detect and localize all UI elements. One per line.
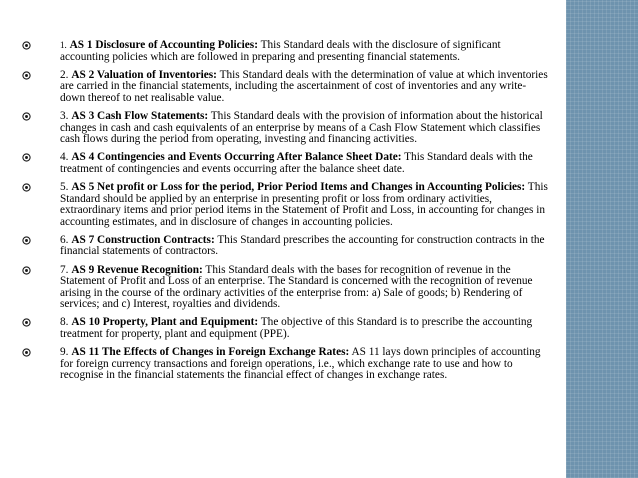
item-number: 3. [60, 109, 69, 122]
circled-dot-bullet-icon [22, 318, 31, 327]
item-text: The objective of this Standard is to prescribe the accounting treatment for property, plant and equipment (PPE). [60, 316, 533, 340]
item-title: AS 1 Disclosure of Accounting Policies: [69, 39, 258, 51]
item-title: AS 9 Revenue Recognition: [71, 263, 203, 276]
circled-dot-bullet-icon [22, 41, 31, 50]
standards-list [22, 40, 548, 388]
item-text: This Standard deals with the determination of value at which inventories are carried in the financial statements, including the ascertainment of cost of inventories and any write-down thereof to net realisable value. [60, 68, 548, 104]
circled-dot-bullet-icon [22, 236, 31, 245]
circled-dot-bullet-icon [22, 183, 31, 192]
item-number: 8. [60, 316, 69, 329]
item-number: 2. [60, 68, 69, 81]
item-text: This Standard deals with the provision of information about the historical changes in cash and cash equivalents of an enterprise by means of a Cash Flow Statement which classifies cash flows during the period from operating, investing and financing activities. [60, 109, 543, 146]
list-item [22, 40, 548, 63]
item-number: 5. [60, 180, 69, 193]
item-text: This Standard should be applied by an enterprise in presenting profit or loss from ordinary activities, extraordinary items and prior period items in the Statement of Profit and Loss, in accounting for changes in accounting estimates, and in disclosure of changes in accounting policies. [60, 180, 548, 228]
circled-dot-bullet-icon [22, 153, 31, 162]
decorative-side-panel [566, 0, 638, 478]
list-item [22, 111, 548, 146]
circled-dot-bullet-icon [22, 112, 31, 121]
list-item [22, 182, 548, 228]
list-item [22, 235, 548, 258]
item-number: 9. [60, 346, 69, 359]
item-text: This Standard deals with the disclosure of significant accounting policies which are followed in preparing and presenting financial statements. [60, 39, 501, 63]
item-title: AS 11 The Effects of Changes in Foreign Exchange Rates: [71, 346, 350, 359]
circled-dot-bullet-icon [22, 71, 31, 80]
circled-dot-bullet-icon [22, 266, 31, 275]
list-item [22, 265, 548, 311]
list-item [22, 347, 548, 382]
item-text: This Standard prescribes the accounting for construction contracts in the financial statements of contractors. [60, 233, 545, 258]
item-title: AS 2 Valuation of Inventories: [71, 68, 217, 81]
item-text: This Standard deals with the bases for recognition of revenue in the Statement of Profit and Loss of an enterprise. The Standard is concerned with the recognition of revenue arising in the course of the ordinary activities of the enterprise from: a) Sale of goods; b) Rendering of services; and c) Interest, royalties and dividends. [60, 263, 533, 311]
item-text: AS 11 lays down principles of accounting for foreign currency transactions and foreign operations, i.e., which exchange rate to use and how to recognise in the financial statements the financial effect of changes in exchange rates. [60, 346, 541, 382]
item-title: AS 3 Cash Flow Statements: [71, 109, 209, 122]
item-number: 6. [60, 233, 69, 246]
item-title: AS 7 Construction Contracts: [71, 233, 215, 246]
item-title: AS 5 Net profit or Loss for the period, Prior Period Items and Changes in Accounting Policies: [71, 180, 526, 193]
list-item [22, 317, 548, 340]
item-title: AS 10 Property, Plant and Equipment: [71, 316, 259, 329]
item-title: AS 4 Contingencies and Events Occurring After Balance Sheet Date: [71, 151, 402, 164]
item-number: 4. [60, 151, 69, 164]
item-number: 7. [60, 263, 69, 276]
list-item [22, 152, 548, 175]
circled-dot-bullet-icon [22, 348, 31, 357]
item-number: 1. [60, 40, 67, 50]
item-text: This Standard deals with the treatment of contingencies and events occurring after the balance sheet date. [60, 151, 533, 175]
list-item [22, 70, 548, 105]
